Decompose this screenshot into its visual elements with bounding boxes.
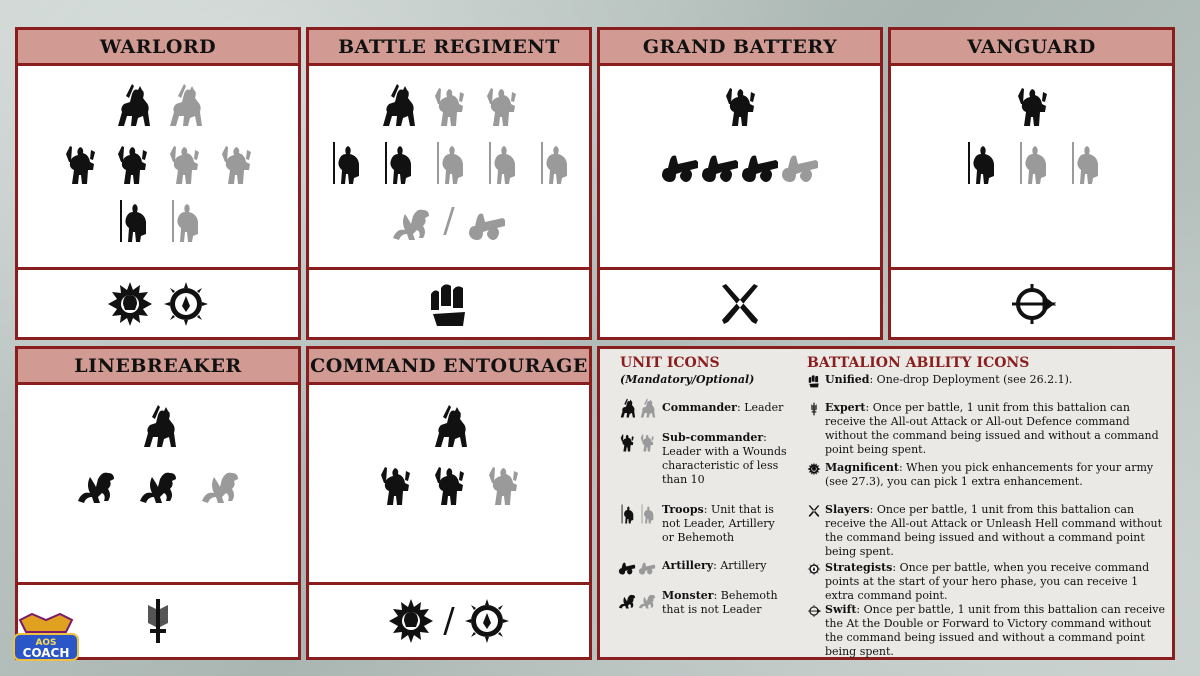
card-title: WARLORD <box>18 30 298 66</box>
artillery-optional-icon <box>780 140 820 186</box>
legend-commander: Commander: Leader <box>618 397 798 419</box>
ability-icons <box>891 267 1172 337</box>
legend-desc: Once per battle, when you receive command points at the start of your hero phase, you can receive 1 extra command point. <box>825 561 1150 602</box>
ability-icons <box>600 267 880 337</box>
unit-icons-subtitle: (Mandatory/Optional) <box>620 373 755 386</box>
commander-icon <box>138 403 178 449</box>
commander-icon <box>429 403 469 449</box>
card-title: BATTLE REGIMENT <box>309 30 589 66</box>
unit-icons-title: UNIT ICONS <box>620 355 720 371</box>
legend-expert: Expert: Once per battle, 1 unit from this battalion can receive the All-out Attack or All-out Defence command without the command being issued and without a command point being spent. <box>807 401 1167 457</box>
legend-desc: When you pick enhancements for your army (see 27.3), you can pick 1 extra enhancement. <box>825 461 1154 488</box>
sub-commander-icon <box>60 140 100 186</box>
sub-commander-optional-icon <box>216 140 256 186</box>
unit-icons <box>309 385 589 507</box>
artillery-icon <box>700 140 740 186</box>
slayers-icon <box>716 280 764 328</box>
expert-icon <box>134 597 182 645</box>
legend-name: Magnificent <box>825 461 899 474</box>
vanguard-card <box>888 27 1175 340</box>
artillery-optional-icon <box>638 555 656 577</box>
troops-optional-icon <box>1064 140 1104 186</box>
magnificent-icon <box>387 597 435 645</box>
monster-optional-icon <box>391 198 431 244</box>
strategists-icon <box>162 280 210 328</box>
troops-icon <box>377 140 417 186</box>
legend-name: Unified <box>825 373 870 386</box>
ability-icons <box>309 582 589 657</box>
legend-desc: Once per battle, 1 unit from this battalion can receive the All-out Attack or All-out Defence command without the command being issued and without a command point being spent. <box>825 401 1159 456</box>
legend-sub-commander: Sub-commander: Leader with a Wounds characteristic of less than 10 <box>618 431 790 487</box>
sub-commander-optional-icon <box>483 461 523 507</box>
troops-icon <box>325 140 365 186</box>
troops-optional-icon <box>638 503 656 525</box>
swift-icon <box>1008 280 1056 328</box>
legend-desc: Artillery <box>720 559 767 572</box>
legend-desc: Leader <box>744 401 784 414</box>
or-separator: / <box>443 201 455 241</box>
commander-icon <box>112 82 152 128</box>
legend-desc: Once per battle, 1 unit from this battalion can receive the At the Double or Forward to Victory command without the command being issued and without a command point being spent. <box>825 603 1166 658</box>
troops-optional-icon <box>1012 140 1052 186</box>
commander-optional-icon <box>164 82 204 128</box>
artillery-icon <box>618 555 636 577</box>
legend-desc: Leader with a Wounds characteristic of less than 10 <box>662 445 787 486</box>
commander-optional-icon <box>638 397 656 419</box>
command-entourage-card <box>306 346 592 660</box>
legend-artillery: Artillery: Artillery <box>618 555 798 577</box>
card-title: LINEBREAKER <box>18 349 298 385</box>
unit-icons <box>18 66 298 244</box>
magnificent-icon <box>106 280 154 328</box>
legend-name: Slayers <box>825 503 870 516</box>
logo-line2: COACH <box>22 646 70 660</box>
troops-optional-icon <box>481 140 521 186</box>
legend-magnificent: Magnificent: When you pick enhancements for your army (see 27.3), you can pick 1 extra enhancement. <box>807 461 1167 489</box>
legend-name: Sub-commander <box>662 431 764 444</box>
sub-commander-icon <box>112 140 152 186</box>
legend-troops: Troops: Unit that is not Leader, Artillery or Behemoth <box>618 503 790 545</box>
artillery-optional-icon <box>467 198 507 244</box>
legend-name: Artillery <box>662 559 714 572</box>
monster-optional-icon <box>195 461 245 507</box>
slayers-icon <box>807 504 821 518</box>
ability-icons <box>18 267 298 337</box>
monster-optional-icon <box>638 589 656 611</box>
sub-commander-optional-icon <box>429 82 469 128</box>
monster-icon <box>618 589 636 611</box>
monster-icon <box>133 461 183 507</box>
expert-icon <box>807 402 821 416</box>
legend-slayers: Slayers: Once per battle, 1 unit from this battalion can receive the All-out Attack or Unleash Hell command without the command being issued and without a command point being spent. <box>807 503 1167 559</box>
legend-name: Swift <box>825 603 857 616</box>
sub-commander-icon <box>375 461 415 507</box>
warlord-card <box>15 27 301 340</box>
battle-regiment-card <box>306 27 592 340</box>
commander-icon <box>377 82 417 128</box>
magnificent-icon <box>807 462 821 476</box>
legend-desc: Once per battle, 1 unit from this battalion can receive the All-out Attack or Unleash Hell command without the command being issued and without a command point being spent. <box>825 503 1163 558</box>
grand-battery-card <box>597 27 883 340</box>
sub-commander-icon <box>618 431 636 453</box>
monster-icon <box>71 461 121 507</box>
troops-icon <box>112 198 152 244</box>
unit-icons <box>18 385 298 507</box>
legend-name: Expert <box>825 401 866 414</box>
sub-commander-optional-icon <box>164 140 204 186</box>
legend-name: Commander <box>662 401 737 414</box>
legend-name: Monster <box>662 589 714 602</box>
card-title: COMMAND ENTOURAGE <box>309 349 589 385</box>
troops-icon <box>618 503 636 525</box>
sub-commander-icon <box>1012 82 1052 128</box>
ability-icons <box>309 267 589 337</box>
strategists-icon <box>463 597 511 645</box>
troops-icon <box>960 140 1000 186</box>
or-separator: / <box>443 601 455 641</box>
legend-desc: Behemoth that is not Leader <box>662 589 778 616</box>
legend-name: Troops <box>662 503 704 516</box>
unified-icon <box>425 280 473 328</box>
card-title: GRAND BATTERY <box>600 30 880 66</box>
card-title: VANGUARD <box>891 30 1172 66</box>
aos-coach-logo <box>10 612 82 664</box>
legend-desc: One-drop Deployment (see 26.2.1). <box>876 373 1073 386</box>
legend-monster: Monster: Behemoth that is not Leader <box>618 589 790 617</box>
troops-optional-icon <box>164 198 204 244</box>
legend-unified: Unified: One-drop Deployment (see 26.2.1). <box>807 373 1167 388</box>
sub-commander-icon <box>720 82 760 128</box>
unified-icon <box>807 374 821 388</box>
troops-optional-icon <box>429 140 469 186</box>
commander-icon <box>618 397 636 419</box>
unit-icons <box>309 66 589 244</box>
unit-icons <box>891 66 1172 186</box>
troops-optional-icon <box>533 140 573 186</box>
sub-commander-optional-icon <box>638 431 656 453</box>
logo-line1: AOS <box>35 638 57 648</box>
strategists-icon <box>807 562 821 576</box>
sub-commander-icon <box>429 461 469 507</box>
legend-strategists: Strategists: Once per battle, when you receive command points at the start of your hero phase, you can receive 1 extra command point. <box>807 561 1167 603</box>
legend-name: Strategists <box>825 561 893 574</box>
ability-icons-title: BATTALION ABILITY ICONS <box>807 355 1030 371</box>
legend-desc: Unit that is not Leader, Artillery or Behemoth <box>662 503 775 544</box>
artillery-icon <box>660 140 700 186</box>
legend-panel <box>597 346 1175 660</box>
unit-icons <box>600 66 880 186</box>
swift-icon <box>807 604 821 618</box>
artillery-icon <box>740 140 780 186</box>
legend-swift: Swift: Once per battle, 1 unit from this battalion can receive the At the Double or Forward to Victory command without the command being issued and without a command point being spent. <box>807 603 1167 659</box>
sub-commander-optional-icon <box>481 82 521 128</box>
